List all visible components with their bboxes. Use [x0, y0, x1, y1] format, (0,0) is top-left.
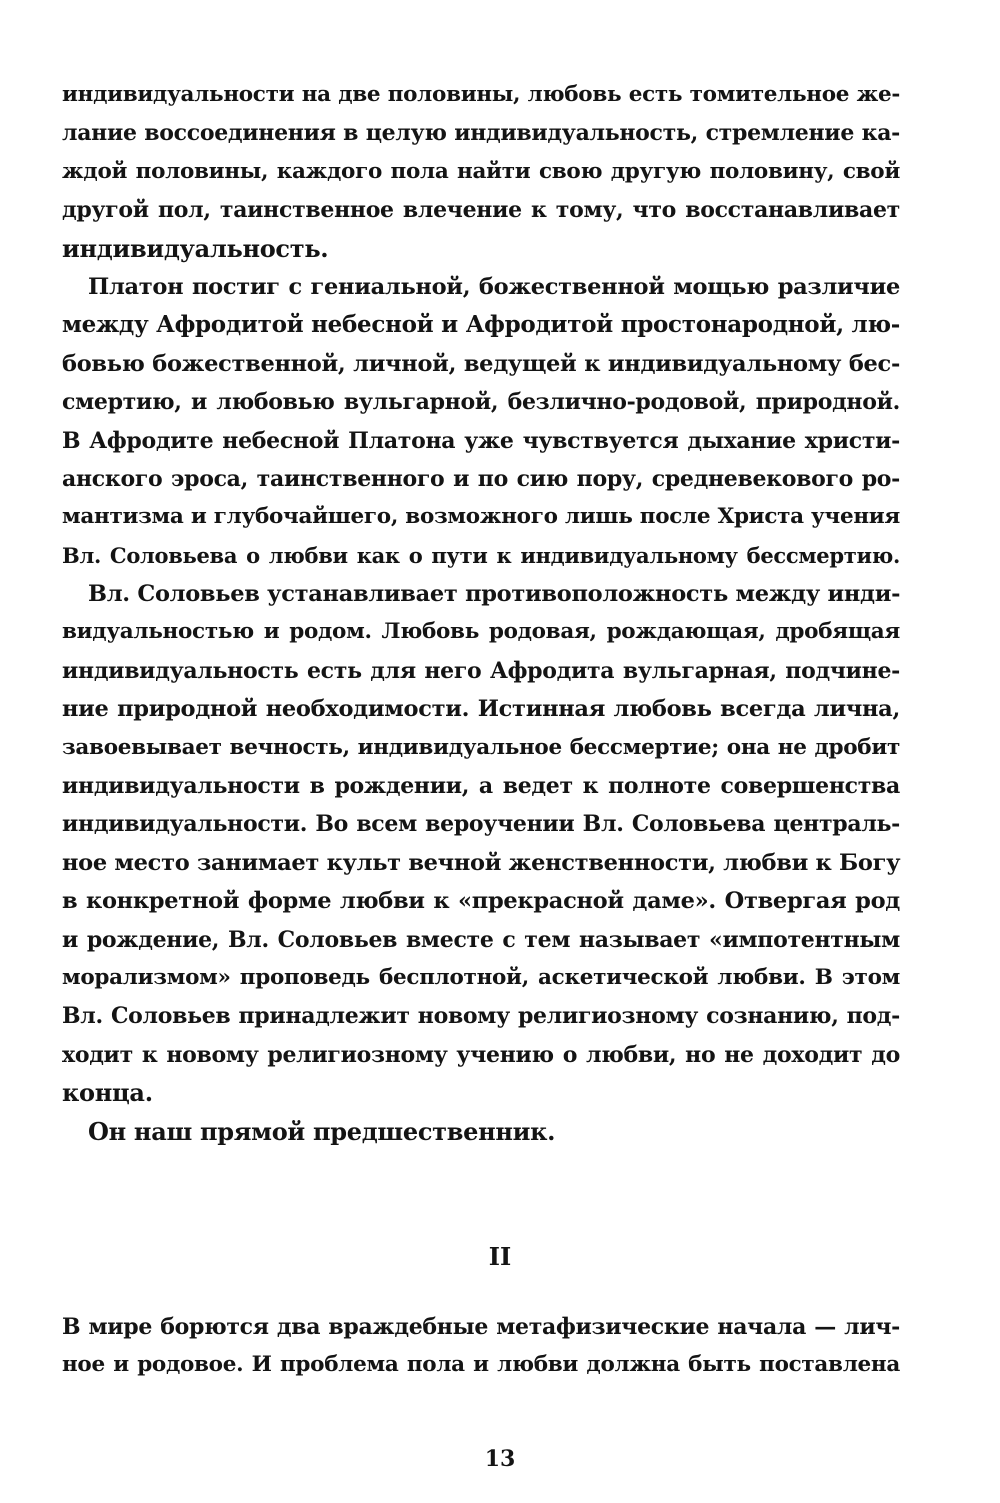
paragraph-1 [62, 76, 900, 268]
text-line: смертию, и любовью вульгарной, безлично-родовой, природной. [62, 389, 900, 416]
paragraph-4 [62, 1113, 900, 1151]
text-line: и рождение, Вл. Соловьев вместе с тем называет «импотентным [62, 926, 900, 953]
text-line: индивидуальность есть для него Афродита вульгарная, подчине- [62, 657, 900, 684]
section-text [62, 1308, 900, 1385]
text-line: Вл. Соловьев устанавливает противоположность между инди- [88, 581, 901, 608]
paragraph-3 [62, 575, 900, 1112]
text-line: между Афродитой небесной и Афродитой простонародной, лю- [62, 311, 900, 339]
text-line: индивидуальности. Во всем вероучении Вл. Соловьева централь- [62, 811, 900, 838]
text-line: Вл. Соловьев принадлежит новому религиозному сознанию, под- [62, 1003, 900, 1030]
text-line: индивидуальности в рождении, а ведет к полноте совершенства [62, 773, 900, 800]
text-line: анского эроса, таинственного и по сию пору, средневекового ро- [62, 465, 900, 492]
text-line: лание воссоединения в целую индивидуальность, стремление ка- [62, 120, 900, 147]
text-line: другой пол, таинственное влечение к тому, что восстанавливает [62, 197, 900, 224]
text-line: ние природной необходимости. Истинная любовь всегда лична, [62, 696, 900, 723]
text-line: В Афродите небесной Платона уже чувствуется дыхание христи- [62, 427, 900, 454]
text-line: Вл. Соловьева о любви как о пути к индивидуальному бессмертию. [62, 542, 900, 568]
text-line: мантизма и глубочайшего, возможного лишь после Христа учения [62, 504, 900, 530]
text-line: ное место занимает культ вечной женственности, любви к Богу [62, 849, 901, 876]
text-line: в конкретной форме любви к «прекрасной даме». Отвергая род [62, 888, 900, 915]
text-line: ное и родовое. И проблема пола и любви должна быть поставлена [62, 1352, 900, 1378]
text-line: ходит к новому религиозному учению о любви, но не доходит до [62, 1041, 900, 1068]
text-line: конца. [62, 1078, 153, 1108]
text-line: морализмом» проповедь бесплотной, аскетической любви. В этом [62, 964, 900, 990]
paragraph-2 [62, 268, 900, 575]
text-line: завоевывает вечность, индивидуальное бессмертие; она не дробит [62, 734, 900, 760]
text-line: Он наш прямой предшественник. [88, 1116, 556, 1146]
page-number: 13 [484, 1446, 516, 1472]
text-line: Платон постиг с гениальной, божественной мощью различие [88, 273, 900, 300]
text-line: индивидуальности на две половины, любовь есть томительное же- [62, 82, 900, 107]
text-line: бовью божественной, личной, ведущей к индивидуальному бес- [62, 350, 900, 377]
text-line: ждой половины, каждого пола найти свою другую половину, свой [62, 158, 900, 184]
text-line: индивидуальность. [62, 233, 329, 263]
text-line: видуальностью и родом. Любовь родовая, рождающая, дробящая [62, 619, 900, 645]
body-text [62, 76, 900, 1151]
text-line: В мире борются два враждебные метафизические начала — лич- [62, 1314, 900, 1340]
section-heading: II [488, 1242, 512, 1271]
